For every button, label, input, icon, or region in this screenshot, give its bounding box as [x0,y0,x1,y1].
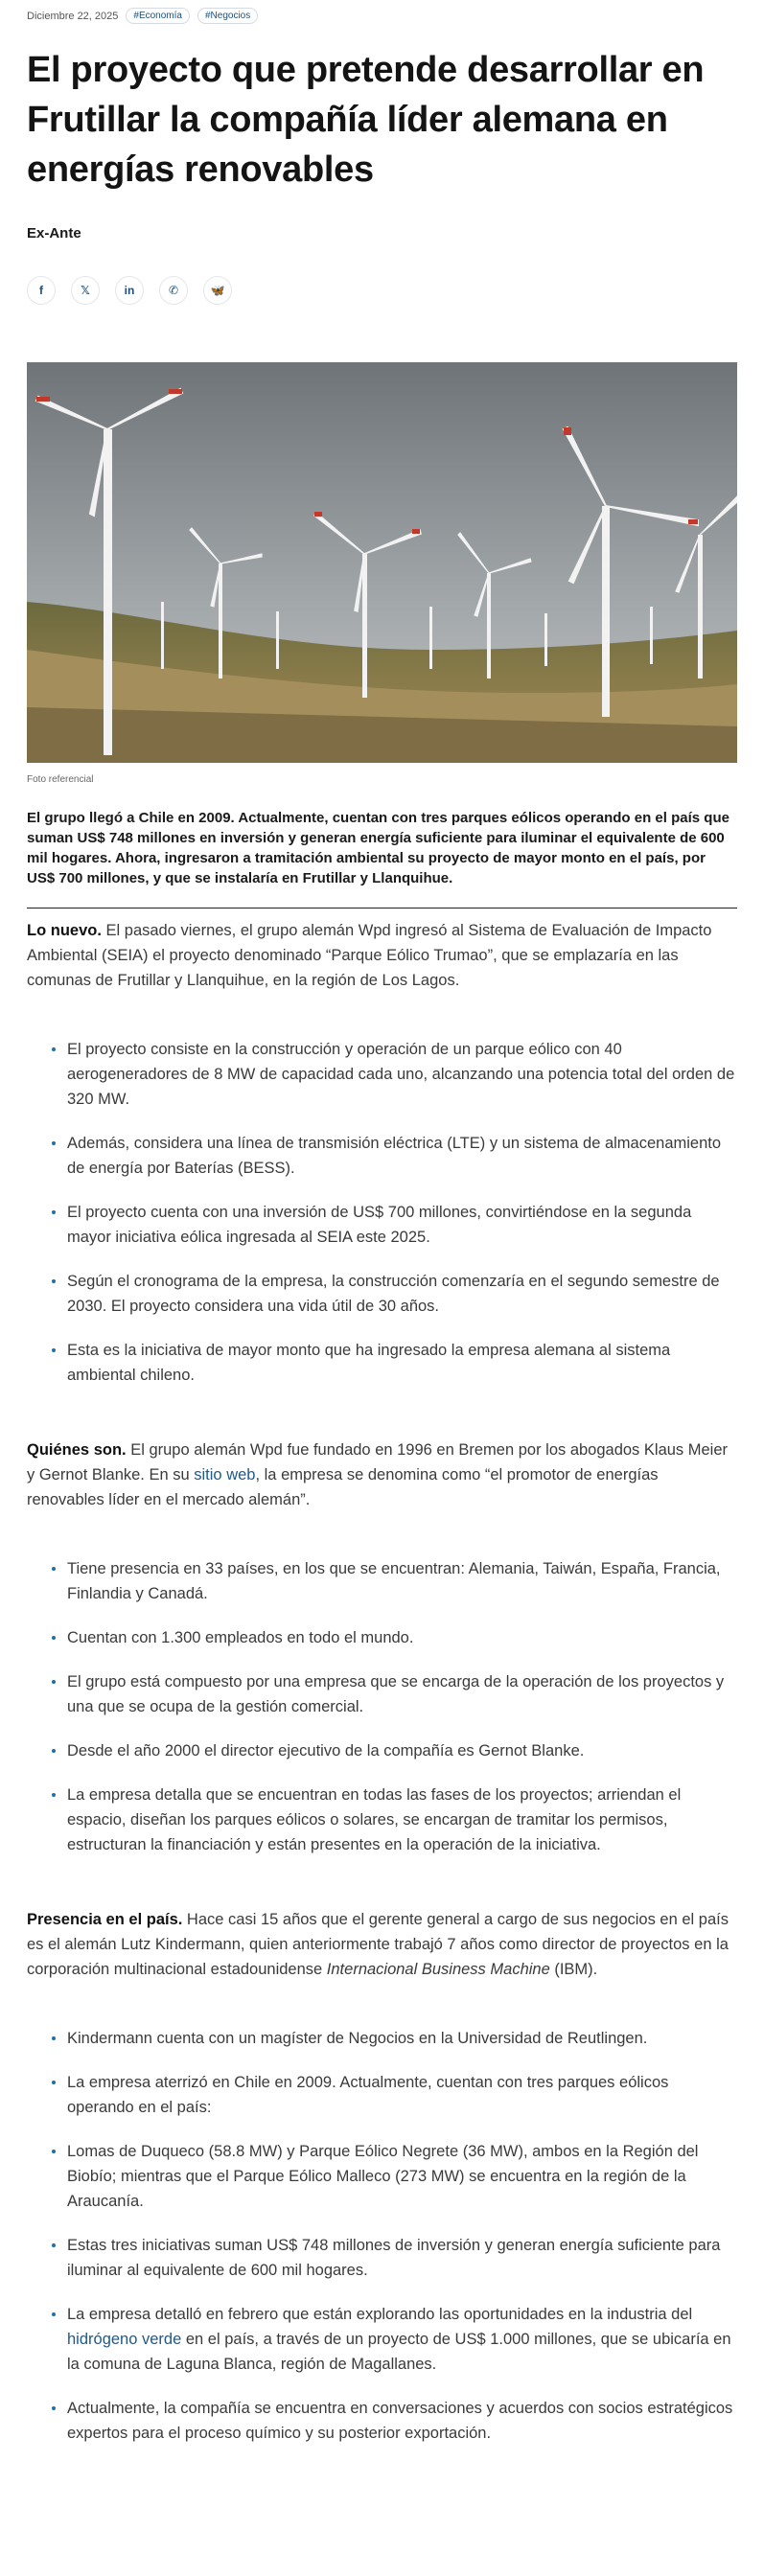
sitio-web-link[interactable]: sitio web [194,1466,256,1484]
paragraph-presencia: Presencia en el país. Hace casi 15 años que el gerente general a cargo de sus negocios en el país es el alemán Lutz Kindermann, quien anteriormente trabajó 7 años como director de proyectos en la corporación multinacional estadounidense Internacional Business Machine (IBM). [27,1911,729,1978]
article-title: El proyecto que pretende desarrollar en Frutillar la compañía líder alemana en energías renovables [27,50,705,190]
hidrogeno-verde-link[interactable]: hidrógeno verde [67,2331,182,2348]
list-quienes-son [27,1556,737,1857]
bluesky-share-icon[interactable]: 🦋 [203,276,232,305]
article-lead: El grupo llegó a Chile en 2009. Actualmente, cuentan con tres parques eólicos operando en el país que suman US$ 748 millones en inversión y generan energía suficiente para iluminar el equivalente de 600 mil hogares. Ahora, ingresaron a tramitación ambiental su proyecto de mayor monto en el país, por US$ 700 millones, y que se instalaría en Frutillar y Llanquihue. [27,808,737,908]
share-bar [27,276,737,305]
image-caption: Foto referencial [27,774,94,785]
list-item: Kindermann cuenta con un magíster de Negocios en la Universidad de Reutlingen. [40,2026,737,2051]
list-lo-nuevo [27,1037,737,1388]
list-presencia [27,2026,737,2446]
list-item: Tiene presencia en 33 países, en los que se encuentran: Alemania, Taiwán, España, Francia, Finlandia y Canadá. [40,1556,737,1606]
facebook-share-icon[interactable]: f [27,276,56,305]
list-item: El grupo está compuesto por una empresa que se encarga de la operación de los proyectos y una que se ocupa de la gestión comercial. [40,1669,737,1719]
heading-quienes-son: Quiénes son. [27,1441,127,1459]
article-author[interactable]: Ex-Ante [27,225,81,242]
heading-lo-nuevo: Lo nuevo. [27,922,102,939]
list-item: Desde el año 2000 el director ejecutivo de la compañía es Gernot Blanke. [40,1738,737,1763]
list-item: Estas tres iniciativas suman US$ 748 millones de inversión y generan energía suficiente para iluminar al equivalente de 600 mil hogares. [40,2233,737,2283]
list-item: El proyecto consiste en la construcción y operación de un parque eólico con 40 aerogeneradores de 8 MW de capacidad cada uno, alcanzando una potencia total del orden de 320 MW. [40,1037,737,1112]
list-item: Según el cronograma de la empresa, la construcción comenzaría en el segundo semestre de 2030. El proyecto considera una vida útil de 30 años. [40,1269,737,1319]
x-share-icon[interactable]: 𝕏 [71,276,100,305]
list-item: La empresa aterrizó en Chile en 2009. Actualmente, cuentan con tres parques eólicos operando en el país: [40,2070,737,2120]
linkedin-share-icon[interactable]: in [115,276,144,305]
list-item: Esta es la iniciativa de mayor monto que ha ingresado la empresa alemana al sistema ambiental chileno. [40,1338,737,1388]
tag-negocios[interactable]: #Negocios [197,8,258,24]
list-item: El proyecto cuenta con una inversión de US$ 700 millones, convirtiéndose en la segunda mayor iniciativa eólica ingresada al SEIA este 2025. [40,1200,737,1250]
paragraph-quienes-son: Quiénes son. El grupo alemán Wpd fue fundado en 1996 en Bremen por los abogados Klaus Meier y Gernot Blanke. En su sitio web, la empresa se denomina como “el promotor de energías renovables líder en el mercado alemán”. [27,1441,729,1508]
heading-presencia: Presencia en el país. [27,1911,183,1928]
list-item: Actualmente, la compañía se encuentra en conversaciones y acuerdos con socios estratégicos expertos para el proceso químico y su posterior exportación. [40,2396,737,2446]
list-item: Cuentan con 1.300 empleados en todo el mundo. [40,1625,737,1650]
hero-image-wind-farm [27,362,737,763]
article-meta [27,0,737,24]
list-item: La empresa detalla que se encuentran en todas las fases de los proyectos; arriendan el espacio, diseñan los parques eólicos o solares, se encargan de tramitar los permisos, estructuran la financiación y están presentes en la operación de la iniciativa. [40,1782,737,1857]
whatsapp-share-icon[interactable]: ✆ [159,276,188,305]
article-date: Diciembre 22, 2025 [27,10,119,22]
list-item: La empresa detalló en febrero que están explorando las oportunidades en la industria del hidrógeno verde en el país, a través de un proyecto de US$ 1.000 millones, que se ubicaría en la comuna de Laguna Blanca, región de Magallanes. [40,2302,737,2377]
paragraph-lo-nuevo: Lo nuevo. El pasado viernes, el grupo alemán Wpd ingresó al Sistema de Evaluación de Impacto Ambiental (SEIA) el proyecto denominado “Parque Eólico Trumao”, que se emplazaría en las comunas de Frutillar y Llanquihue, en la región de Los Lagos. [27,922,712,989]
tag-economia[interactable]: #Economía [126,8,190,24]
list-item: Lomas de Duqueco (58.8 MW) y Parque Eólico Negrete (36 MW), ambos en la Región del Biobío; mientras que el Parque Eólico Malleco (273 MW) se encuentra en la región de la Araucanía. [40,2139,737,2214]
list-item: Además, considera una línea de transmisión eléctrica (LTE) y un sistema de almacenamiento de energía por Baterías (BESS). [40,1131,737,1181]
